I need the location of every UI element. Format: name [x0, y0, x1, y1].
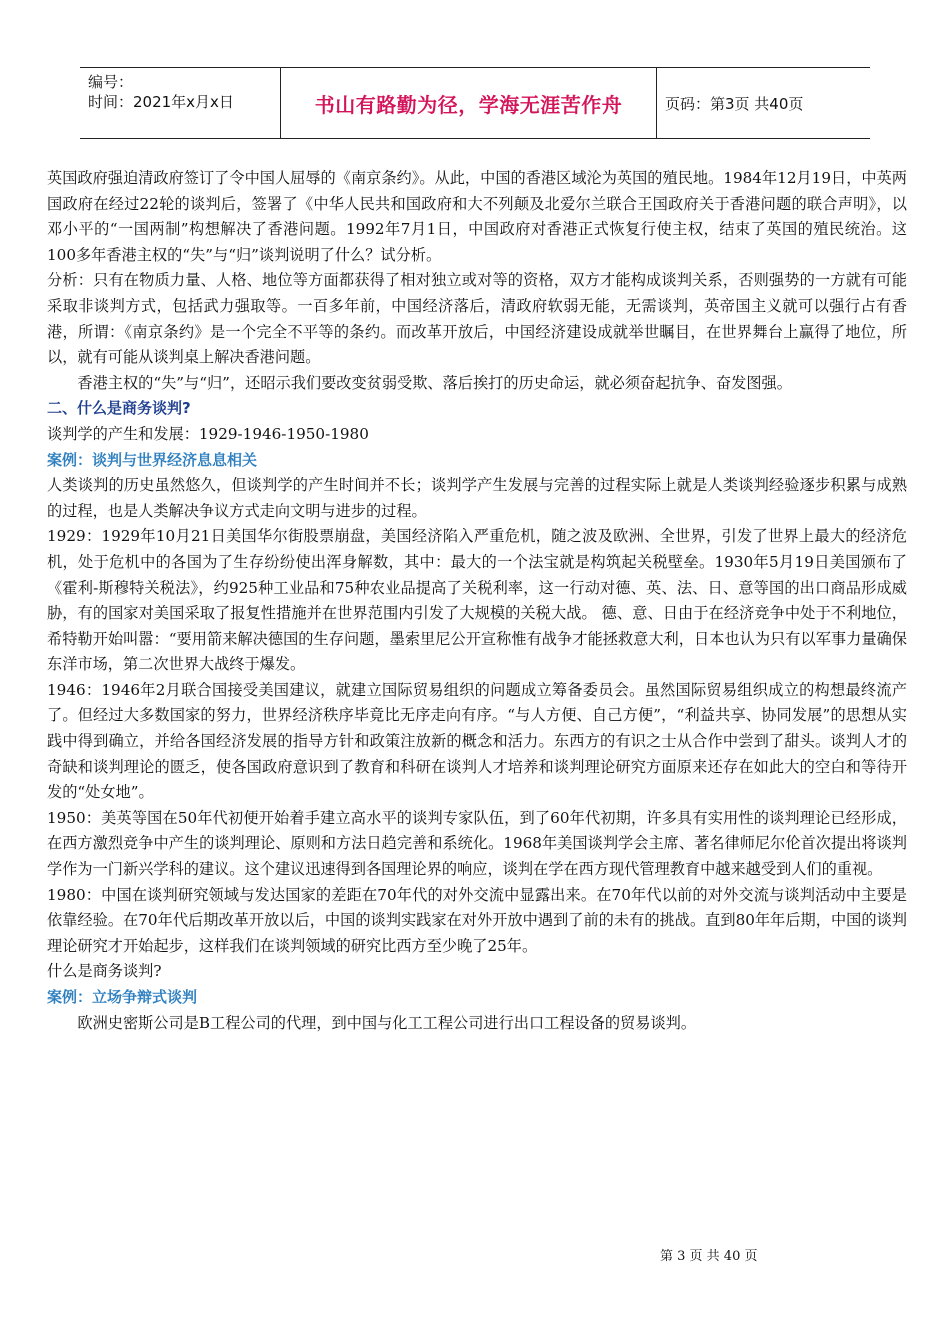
paragraph-timeline: 谈判学的产生和发展：1929-1946-1950-1980: [47, 424, 369, 443]
paragraph-hongkong-history: 英国政府强迫清政府签订了令中国人屈辱的《南京条约》。从此，中国的香港区域沦为英国的殖民地。1984年12月19日，中英两国政府在经过22轮的谈判后，签署了《中华人民共和国政府和大不列颠及北爱尔兰联合王国政府关于香港问题的联合声明》，以邓小平的“一国两制”构想解决了香港问题。1992年7月1日，中国政府对香港正式恢复行使主权，结束了英国的殖民统治。这100多年香港主权的“失”与“归”谈判说明了什么？试分析。: [47, 169, 907, 264]
paragraph-lesson: 香港主权的“失”与“归”，还昭示我们要改变贫弱受欺、落后挨打的历史命运，就必须奋起抗争、奋发图强。: [77, 373, 792, 392]
document-date-label: 时间：2021年x月x日: [88, 93, 234, 111]
document-body: [47, 166, 907, 1036]
page-header: [80, 67, 870, 139]
case-heading-economy: 案例：谈判与世界经济息息相关: [47, 450, 258, 469]
header-meta: [80, 68, 281, 138]
case-heading-positional: 案例：立场争辩式谈判: [47, 988, 198, 1006]
paragraph-1950: 1950：美英等国在50年代初便开始着手建立高水平的谈判专家队伍，到了60年代初期，许多具有实用性的谈判理论已经形成，在西方激烈竞争中产生的谈判理论、原则和方法日趋完善和系统化。1968年美国谈判学会主席、著名律师尼尔伦首次提出将谈判学作为一门新兴学科的建议。这个建议迅速得到各国理论界的响应，谈判在学在西方现代管理教育中越来越受到人们的重视。: [47, 808, 907, 879]
paragraph-1946: 1946：1946年2月联合国接受美国建议，就建立国际贸易组织的问题成立筹备委员会。虽然国际贸易组织成立的构想最终流产了。但经过大多数国家的努力，世界经济秩序毕竟比无序走向有序。“与人方便、自己方便”，“利益共享、协同发展”的思想从实践中得到确立，并给各国经济发展的指导方针和政策注放新的概念和活力。东西方的有识之士从合作中尝到了甜头。谈判人才的奇缺和谈判理论的匮乏，使各国政府意识到了教育和科研在谈判人才培养和谈判理论研究方面原来还存在如此大的空白和等待开发的“处女地”。: [47, 680, 907, 802]
document-number-label: 编号：: [88, 73, 134, 91]
section-heading: 二、什么是商务谈判?: [47, 399, 191, 418]
paragraph-intro: 人类谈判的历史虽然悠久，但谈判学的产生时间并不长；谈判学产生发展与完善的过程实际上就是人类谈判经验逐步积累与成熟的过程，也是人类解决争议方式走向文明与进步的过程。: [47, 476, 907, 520]
paragraph-smith-case: 欧洲史密斯公司是B工程公司的代理，到中国与化工工程公司进行出口工程设备的贸易谈判。: [77, 1013, 697, 1032]
paragraph-analysis: 分析：只有在物质力量、人格、地位等方面都获得了相对独立或对等的资格，双方才能构成谈判关系，否则强势的一方就有可能采取非谈判方式，包括武力强取等。一百多年前，中国经济落后，清政府软弱无能，无需谈判，英帝国主义就可以强行占有香港，所谓：《南京条约》是一个完全不平等的条约。而改革开放后，中国经济建设成就举世瞩目，在世界舞台上赢得了地位，所以，就有可能从谈判桌上解决香港问题。: [47, 271, 907, 367]
paragraph-1980: 1980：中国在谈判研究领域与发达国家的差距在70年代的对外交流中显露出来。在70年代以前的对外交流与谈判活动中主要是依靠经验。在70年代后期改革开放以后，中国的谈判实践家在对外开放中遇到了前的未有的挑战。直到80年年后期，中国的谈判理论研究才开始起步，这样我们在谈判领域的研究比西方至少晚了25年。: [47, 885, 907, 955]
page-footer: 第 3 页 共 40 页: [660, 1249, 758, 1264]
header-motto: 书山有路勤为径，学海无涯苦作舟: [281, 68, 657, 138]
paragraph-question: 什么是商务谈判?: [47, 962, 162, 981]
header-page-number: 页码：第3页 共40页: [665, 94, 804, 113]
paragraph-1929: 1929：1929年10月21日美国华尔街股票崩盘，美国经济陷入严重危机，随之波及欧洲、全世界，引发了世界上最大的经济危机，处于危机中的各国为了生存纷纷使出浑身解数，其中：最大的一个法宝就是构筑起关税壁垒。1930年5月19日美国颁布了《霍利-斯穆特关税法》，约925种工业品和75种农业品提高了关税利率，这一行动对德、英、法、日、意等国的出口商品形成威胁，有的国家对美国采取了报复性措施并在世界范围内引发了大规模的关税大战。 德、意、日由于在经济竞争中处于不利地位，希特勒开始叫嚣：“要用箭来解决德国的生存问题，墨索里尼公开宣称惟有战争才能拯救意大利，日本也认为只有以军事力量确保东洋市场，第二次世界大战终于爆发。: [47, 527, 907, 674]
